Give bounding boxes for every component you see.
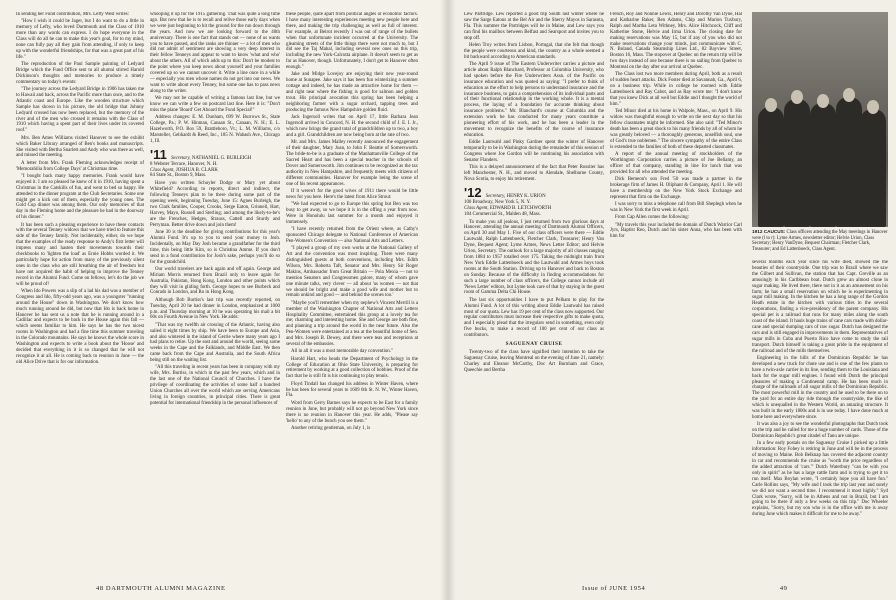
caption-title: 1912 CAUCUS: [752,229,786,234]
paragraph: It has been such a pleasing experience to have these contacts with the several Tenney widows that we have tried to feature this side of the Tenney family. Not incidentally, either, do we hope that the examples of the ready response to Andy's first letter will impress many and hasten their movements towards their checkbooks to 'lighten the load' as Ernie Hobbs worded it. We particularly hope for action from many of the previously silent ones in the class who are still breathing the air of freedom but have not acquired the habit of helping to improve the Tenney record in the Alumni Fund. Come on fellows, let's do the job we will be proud of! [16,222,144,287]
secretary-address: 100 Broadway, New York 5, N. Y. [464,199,531,205]
paragraph: A report of the annual meeting of stockholders of the Worthington Corporation carries a picture of Joe Bellamy, an officer of that company, standing in line for lunch that was provided for all who attended the meeting. [610,152,742,175]
paragraph: "I bought back many happy memories. Frank would have enjoyed it. I am so pleased he knew of it in 1910, having spent a Christmas in the Catskills of fun, and went to bed so happy. He attended to the dinner program at the Club Secretaries. Some one might get a kick out of them, especially the young ones. The Gold Cup dinner was among them. Our only memories of that day in the Fleming home and the pleasure he had in the doorway of his dinner." [16,173,144,221]
paragraph: Ted Minor died at his home in Walpole, Mass., on April 9. His widow was thoughtful enough to write on the next day so that his fellow classmates might be informed. She also said: "Ted Minor's death has been a great shock to his many friends by all of whom he was greatly beloved — a thoroughly generous, unselfish soul, one of God's true noblemen." The sincere sympathy of the entire Class is extended to the families of both of these departed classmates. [610,109,742,150]
paragraph: "I played a group of my own works at the National Gallery of Art and the convention was most inspiring. There were many distinguished guests at both conventions, including Mrs. Edith Wilson, Mrs. Roberta Taft, Senator and Mrs. Henry Sir Roger Makins, Ambassador from Great Britain — Pola Mexia — not to mention Senators and Congressmen galore, many of whom gave one minute talks, very clever — all about 'us women — not that we should be bright and make a good wife and mother but to remain unkind and good — and behind the scenes too.' [286,246,418,299]
page-number: 49 [779,585,788,592]
paragraph: Twenty-two of the class have signified their intention to take the Saguenay Cruise, leaving Montreal on the evening of June 21, namely: Charley and Eleanor McCarthy, Doc Art Burnham and Grace, Queechie and Bertha [464,349,604,373]
person-head [817,94,829,108]
paragraph: "My travels this year included the domain of Dutch Warrior Carl Jyrs, Baptist Reo, Dutch and his sister Anna, who has been with him for [610,222,742,240]
right-column-1 [464,12,604,576]
paragraph: Harold Hart, who heads the Department of Psychology in the College of Education at Ohio State University, is preparing for retirement by working at a good collection of hobbies. Proof of the fact that he is still fit is his continuing to play tennis. [286,356,418,380]
paragraph: Lew Partridge. Lew reported a good trip South last winter where he saw the Sarge Eatons at the Bel Air and the Sherry Mayos in Sarasota, Fla. This summer the Partridges will be in Maine, and Lew says you can find his mailbox between Belfast and Searsport and invites you to stop off. [464,12,604,41]
paragraph: To make you all jealous, I just returned from two glorious days at Hanover, attending the annual meeting of Dartmouth Alumni Officers, on April 30 and May 1. Five of our class officers were there — Eddie Lautwahl, Ralph Lattenboeck, Fletcher Clark, Treasurer; Henry Van Dyne, Bequest Agent; Lyme Armes, News Letter Editor; and Helvie Urion, Secretary. The outlook for a large majority of all classes ranging from 1884 to 1957 totalled over 175. Taking the midnight train from New York Eddie Lattenboeck and the Lautwahl and Armes boys took rooms at the South Station. Driving up to Hanover and back to Boston on Sunday. Because of the difficulty in finding accommodations for such a large number of class officers, the College cannot include all 'News Letter' editors, but Lyme took care of that by staying in the guest room of Gamma Delta Chi House. [464,219,604,296]
class-agent-address: 84 State St., Boston 9, Mass. [150,173,207,179]
secretary-name: HENRY K. URION [506,193,546,199]
paragraph: A letter from Mrs. Frank Fleming acknowledges receipt of 'Memorabilia from College Days' at Christmas time. [16,160,144,172]
person-head [867,100,879,114]
paragraph: Our world travelers are back again and off again. George and Miriam Morris returned from Brazil only to leave again for Australia, Pakistan, Hong Kong, London and other points which they will visit in gliding forth. George hopes to see Burbeck and Conrads in London, and Ro in Hong Kong. [150,266,280,296]
paragraph: Jake and Midge Lovejoy are enjoying their new year-round home at Sunapee. Jake says it has been fun winterizing a summer cottage and indeed, he has made an attractive home for them — and right near where the fishing is good for salmon and golden trout. His principal avocation this spring has been helping a neighboring farmer with a sugar orchard, tapping trees and producing the famous New Hampshire golden fluid. [286,72,418,113]
paragraph: From Cap Allen comes the following: [615,215,690,221]
paragraph: "We had expected to go to Europe this spring but Ben was too busy to get away, so we hope it is in the offing a year from now. Were in Honolulu last summer for a month and enjoyed it immensely. [286,202,418,225]
paragraph: June 30 is the deadline for giving contributions for this year's Alumni Fund. It's up to you to send your money to Josh. Incidentally, on May Day Josh became a grandfather for the third time, this being little Kim, so is Christina Amme. If you don't send in a fund contribution for Josh's sake, perhaps you'll do so for the grandchild. [150,229,280,265]
paragraph: If it weren't for the good wives of 1911 there would be little news for you here. Here's the latest from Alice Strout: [286,188,418,200]
paragraph: The last six opportunities I have to put Pelham to play for the Alumni Fund. A lot of this writing about Eddie Lautwahl has raised most of our quota. Lew has 19 per cent of the class now supported. Our regular contributors must increase their respective gifts to make quota, and I especially plead that the irregulars send in something, even only five bucks, to make a record of 100 per cent of our class as contributors. [464,297,604,339]
paragraph: Floyd Tindall has changed his address in Winter Haven, where he has been for several years to 1609 6th St. N. W., Winter Haven, Fla. [286,381,418,399]
person-figure [810,103,836,227]
paragraph: Another retiring gentleman, on July 1, is [291,425,371,431]
person-head [765,98,777,112]
paragraph: several months each year since his wife died, showed me the beauties of their countryside. One trip was to Brazil where we saw the Gilbert and Sullivan, the station that has Capt. Greville as an amusingly in his Caribbean boat. Dutch grew an almost clone in sugar making. He lived there, there not in it as an amusement on his farm; he has a small reservation on which he is experimenting in sugar mill making. In the kitchen he has a long range of the Gordon Heath estate in the kitchen with various titles in the several corporations, finding a vice-presidency of the parent company. His special pet is a railroad that runs for many miles along the south coast of the island. It hauls huge trains of cane cars made with dollar-cane and special dumping cars of raw sugar. Dutch has designed the cars and is still engaged in improvements in them. Representatives of sugar mills in Cuba and Puerto Rico have come to study the rail transport. Dutch himself is taking a great pride in the equipment of the railroad and of the mills themselves. [752,260,888,354]
paragraph: "Maybe you'll remember when my nephew's Vincent Merrill is a member of the Washington Chapter of National Arts and Letters Hospitality Committee, entertained this group at a lovely tea for me; charming and interesting home. She and George are both fine, and planning a trip around the world in the near future. Also the Pen-Women were entertained at a tea at the beautiful home of Sen. and Mrs. Joseph B. Dewey, and there were teas and receptions at several of the embassies. [286,300,418,348]
paragraph: In sending her Fund contribution, Mrs. Lefty West writes: [16,12,130,17]
right-page-footer [582,585,788,592]
paragraph: I was sorry to miss a telephone call from Bill Sheplegh when he was in New York the first week in April. [610,202,742,213]
secretary-label: Secretary, [485,193,506,199]
person-head [791,90,803,104]
paragraph: whooping it up for the 1915 gathering. That was quite a long time ago. But now that he is to recall and relive those early days when we were just beginning to hit the ground for the run down through the years. And now we are looking forward to the 40th anniversary. There is one fact that stands out — none of us wants you to have passed, and the ranks are thinner — a lot of men who did not admit of sentiment are showing a very deep interest in their fellow Tenneys and appear to want to know 'what and who' about the others. All of which adds up to this: Don't be modest to the point where you keep news about yourself and your families covered up so we cannot uncover it. Write a line once in a while — especially you men whose names do not get into our news. We want to write about every Tenney, but some one has to pass news along to the writer. [150,12,280,94]
paragraph: French, Roy and Nonnie Lewis, Henry and Dorothy Van Dyne, Hal and Katharine Baker, Ben Adams, Chip and Marion Tuxbury, Ralph and Martha Leta Withney, Mrs. Alice Hitchcock, Cliff and Katherine Stone, Helvie and Irma Urion. The closing date for making reservations was May 15, but if any of you who did not make reservations change your minds, just communicate with C. N. Boland, Canada Steamship Lines Ltd., 82 Bayview Street, Boston 16, Mass. The stopover at Quebec on the return trip will be two days instead of one because there is no sailing from Quebec to Montreal on the day after our arrival at Quebec. [610,12,742,71]
secretary-address: 8 Webster Terrace, Hanover, N. H. [150,161,218,167]
paragraph: When Ido Powers was a slip of a lad his dad was a member of Congress and Ido, fifty-odd years ago, was a youngster "running around the House" down in Washington. We don't know how much running around he did, but now that Ido is back home in Hanover he has sent us a note that he is running around in a Cadillac and expects to be back in the House again this fall — which seems familiar to him. He says he has the two nicest rooms in Washington and had a fine time this summer traveling in the Colorado mountains. He says he knows the whole score in Washington and expects to write a book about the 'Hoose' and decided that everything in it is so changed that he will not recognize it at all. He is coming back to reunion in June — the old Alice Drive that is for our information. [16,288,144,365]
right-column-2 [610,12,742,576]
paragraph: these people, quite apart from political angles or economic factors. I have many interesting experiences meeting new people here and there, and making the trip challenging as well as full of interest. For example, at Beirut recently I was out of range of the bullets when that unfortunate incident occurred at the University. The gleaming streets of the little things there were not much to, but I did see the Taj Mahal, including several new ones on this trip, including the new York-Calcutta airplane. It doesn't seem to get as far as Hanover, though. Unfortunately, I don't get to Hanover often enough." [286,12,418,71]
class-1911-heading [150,148,280,180]
photo-caption [752,229,888,252]
paragraph: Jack Ingersoll writes that on April 17, little Barbara Jean Ingersoll arrived in Concord, N. H. the second child of J. E. I. Jr., which now brings the grand total of grandchildren up to two, a boy and a girl. Grandchildren are now being born at the rate of two. [286,115,418,138]
class-agent-address: 184 Commercial St., Malden 48, Mass. [464,211,541,217]
paragraph: We may not be capable of writing a famous last line, but we know we can write a few on postcard last line. Here it is: "Don't miss the plane 'Board' Get Aboard the Fund Special!" [150,96,280,113]
paragraph: Have you written Schuyler Dodge or Mary yet about Whitefield? According to reports, direct and indirect, the following Tenneys plan to be there during some part of the opening week, beginning Tuesday, June 15: Agnes Burleigh, the two Clark families, Cooper, Crooks, Serge Eaton, Grinnell, Hart, Harvey, Mayo, Russell and Sterling; and among the likely-to-be's are the Frenches, Hedges, Strauss, Cattell and Sturdy and Perryman. Better drive down and join them! [150,181,280,228]
class-agent-name: JOSHUA B. CLARK [175,167,218,173]
paragraph: "I have recently returned from the Orient where, as Cathy's sponsored Chicago delegate to National Conference of American Pen-Women's Convention — also National Arts and Letters. [286,227,418,244]
person-figure [758,107,784,227]
class-year: '11 [150,146,167,162]
class-agent-name: EDWARD B. LETCHWORTH [489,205,552,211]
class-1912-heading [464,186,604,218]
page-gutter [440,0,456,600]
saguenay-cruise-heading: SAGUENAY CRUISE [505,341,563,348]
paragraph: Helen Troy writes from Lisbon, Portugal, that she felt that though the people were courteous and kind, the country as a whole seemed a bit backward according to American standards. [464,42,604,60]
secretary-name: NATHANIEL G. BURLEIGH [191,155,252,161]
paragraph: Word from Gerry Barnes says he expects to be East for a family reunion in June, but probably will not go beyond New York since there is no reunion in Hanover this year. He adds, "Please say 'hello' to any of the bunch you see them." [286,400,418,424]
paragraph: In a few early postals on the Saguenay Cruise I picked up a little information: Roy Fohey is retiring in June and will be in the process of moving to Maine. Bob Belknap has covered the adjacent country in car and recommends the cruise as "worth the price regardless of the added attraction of 'cars.'" Dutch Waterbury "can be with you only in spirit" as he has a large cattle farm and is trying to get it to run itself. Max Boylan wrote, "I certainly hope you all have fun." Carle Rollins says, "My wife and I took the trip last year and surely we did not want a second time. I recommend it most highly." Syd Clark wrote, "Sorry, will be in Athens and not in Brazil, but I am going to be there if only a few weeks on this trip." Doc Wheeler explains, "Sorry, but my son who is in the office with me is away during June which makes it difficult for me to be away." [752,441,888,518]
secretary-label: Secretary, [171,155,191,161]
person-figure [836,97,862,227]
left-column-3 [286,12,418,576]
paragraph: All in all it was a most memorable day convention." [291,349,393,355]
paragraph: The Class lost two more members during April, both as a result of sudden heart attacks. Dick Foster died at Savannah, Ga., April 6, on a business trip. While in college he roomed with Eddie Lattenboeck and Ray Cabot, and as Ray wrote me: "I don't know that you knew Dick at all well but Eddie and I thought the world of him." [610,72,742,107]
class-year: '12 [464,184,482,200]
paragraph: This is a delayed announcement of the fact that Peter Rossiter has left Manchester, N. H., and moved to Alendale, Shelburne County, Nova Scotia, to enjoy his retirement. [464,165,604,183]
left-column-1 [16,12,144,576]
paragraph: It was also a joy to see the wonderful photographs that Dutch took on the trip and he called for me a huge number of cards. Those of the Dominican Republic's great citadel of Tanu are unique. [752,422,888,440]
left-column-2 [150,12,280,576]
paragraph: The April 9 issue of The Eastern Underwriter carries a picture and article about Ralph Blanchard, Professor at Columbia University, who had spoken before the Fire Underwriters Assn. of the Pacific on insurance education and was quoted as saying: "I prefer to think of education as the effort to help persons to understand insurance and the insurance business, to gain a comprehension of its individual parts and of their functional relationship in the working whole. It is a mental process, the laying of a foundation for accurate thinking about insurance problems." Mr. Blanchard's course at Columbia and the extension work he has conducted for many years constitute a pioneering effort of his work, and he has been a leader in the movement to recognize the benefits of the course of insurance education. [464,62,604,138]
paragraph: "That was my twelfth air crossing of the Atlantic, having also sailed it eight times by ship. We have been to Europe and Asia, and also wintered in the island of Gerrie where many years ago I had plans to retire. Up the east and around the world, seeing some weeks in the Cape and the Falklands, and Middle East. We then came back from the Cape and Australia, and the South Africa being still on the waiting list. [150,322,280,364]
paragraph: Mr. and Mrs. James Malley recently announced the engagement of their daughter, Mary Joan, to John F. Beattie of Somersworth. The bride-to-be is a graduate of the Manhattanville College of the Sacred Heart and has been a special teacher in the schools of Dover and Somersworth. Jim continues to be recognized as the tax authority in New Hampshire, and frequently meets with citizens of different communities. Hanover for example being the scene of one of his recent appearances. [286,140,418,187]
paragraph: Mrs. Ben Ames Williams visited Hanover to see the exhibit which Baker Library arranged of Ben's books and manuscripts. She visited with Bertha Snarlett and Andy who was there as well, and missed the meeting. [16,135,144,159]
class-officers-photo [752,12,888,227]
paragraph: Engineering in the hills of the Dominican Republic he has developed a new truck for chute use and is one of the few plants to have a twin-axle carrier in its line, sending them to the Louisiana and back for the sugar mill engines. I found with Dutch the principal pleasures of making a Continental camp. He has been much in charge of the railroads of all sugar mills of the Dominican Republic. The most powerful mill in the country and he used to be there on to the yard for an entire day ride through the countryside, the like of which is unequalled in the Western World, an amazing structure. It was built in the early 1800s and is in use today. I have done much at home here and everywhere since. [752,355,888,420]
person-figure [784,99,810,227]
person-figure [860,109,886,227]
paragraph: Although Bob Burtiss's last trip was recently reported, on Tuesday, April 20 he had dinner in London, emphasized at 1000 p.m. and Thursday morning at 10 he was operating his mail a bit 60s on Fourth Avenue in New York. He adds: [150,297,280,321]
paragraph: Dick Bemeon's son Fred '50 was made a partner in the brokerage firm of James H. Oliphant & Company, April 1. He will have a membership on the New York Stock Exchange and represent that firm on the Exchange. [610,177,742,200]
issue-date: Issue of JUNE 1954 [582,585,646,592]
paragraph: Address changes: E. M. Dunham, 699 W. Burrows St., State College, Pa.; P. W. Hinman, Canaan St., Canaan, N. H.; E. L. Hazelworth, P.O. Box 59, Brattleboro, Vt.; L. M. Williams, c/o Marsteller, Gebhardt & Reed, Inc., 185 N. Wabash Ave., Chicago 1, Ill. [150,115,280,144]
class-agent-label: Class Agent, [464,205,489,211]
left-page-footer: 48 DARTMOUTH ALUMNI MAGAZINE [96,585,226,592]
class-agent-label: Class Agent, [150,167,175,173]
paragraph: "How I wish it could be Jager, but I do want to do a little in memory of Lefty, who loved Dartmouth and the Class of 1910 more than any words can express. I do hope everyone in the Class will do all he can to make this year's goal, for to my mind, none can fully pay all they gain from attending, if only to keep up with the wonderful friendships, for that was a great part of his life." [16,19,144,60]
caption-text: Class officers attending the May meetings in Hanover were (l to r): Lyme Armes, newsletter editor; Helvie Urion, Class Secretary; Henry VanDyne, Bequest Chairman; Fletcher Clark, Treasurer; and Ed Lattenboeck, Class Agent. [752,230,888,252]
paragraph: "All this traveling in recent years has been in company with my wife, Mrs. Burtiss, in which in the past few years, which and in the last one of the National Council of Churches. I have the privilege of coordinating the activities of some half a hundred Union Churches all over the world which are serving Americans living in foreign countries, in principal cities. There is great potential for international friendship in the personal influences of [150,365,280,406]
paragraph: The reproduction of the Paul Sample painting of Ledyard Bridge which the Fund Office sent to all alumni stirred Harold Dickinson's thoughts and memories to produce a timely commentary on today's events: [16,62,144,85]
paragraph: "The journey across the Ledyard Bridge in 1906 has taken me to Hawaii and back, across the Pacific more than once, and to the Atlantic coast and Europe. Like the wooden structure which Sample has shown in his picture, the old bridge that Johnny Ledyard crossed has now been replaced, but the memory of the river and of the men who crossed it remains with the Class of 1910 which having a spent part of their lives under its covered roof." [16,87,144,134]
person-head [843,88,855,102]
paragraph: Eddie Lautwahl and Pinky Gardner spent the winter of Hanover temporarily to be in Washington during the remainder of this session of Congress where Joe Gordon will be continuing his association with Senator Flanders. [464,140,604,163]
right-column-3 [752,260,888,576]
